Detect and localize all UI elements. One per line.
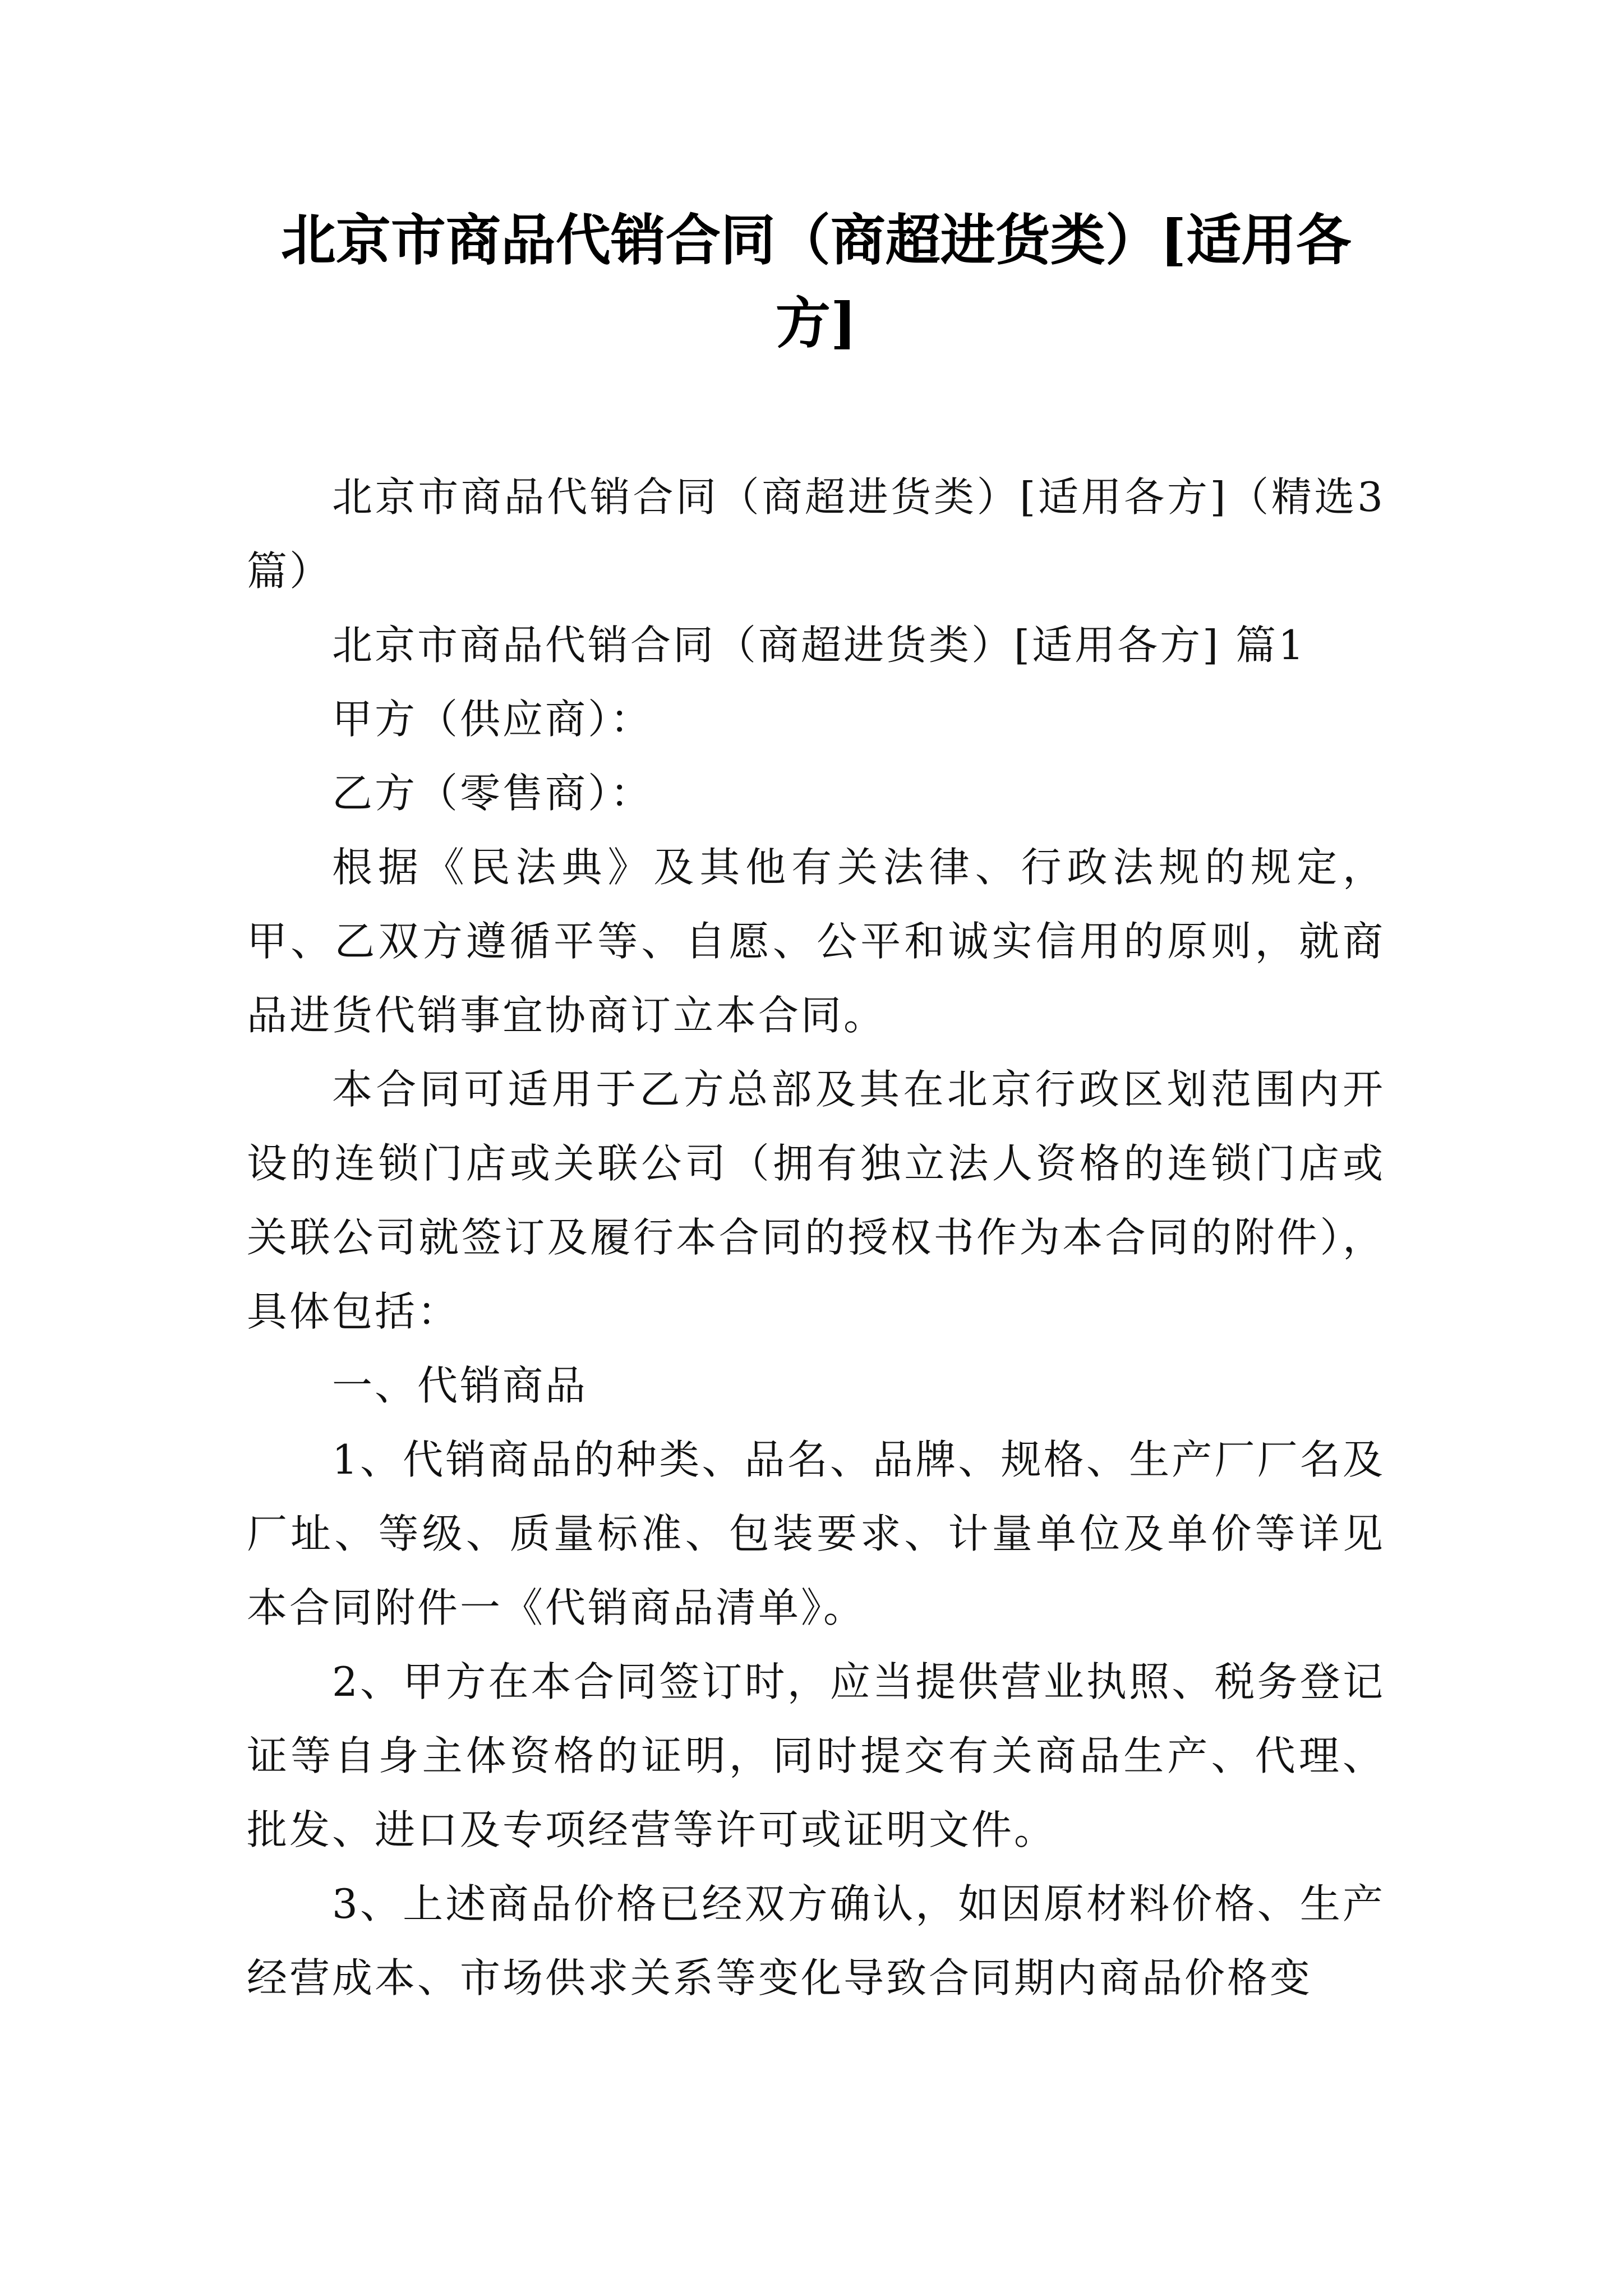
paragraph-section-heading: 北京市商品代销合同（商超进货类）[适用各方] 篇1	[332, 622, 1306, 669]
paragraph-party-b: 乙方（零售商）：	[332, 770, 653, 817]
paragraph-clause-1: 1、代销商品的种类、品名、品牌、规格、生产厂厂名及厂址、等级、质量标准、包装要求、计量单位及单价等详见本合同附件一《代销商品清单》。	[247, 1436, 1385, 1631]
document-body	[247, 460, 1385, 2015]
paragraph-article-heading: 一、代销商品	[332, 1362, 588, 1409]
paragraph-party-a: 甲方（供应商）：	[332, 696, 653, 743]
paragraph-subtitle: 北京市商品代销合同（商超进货类）[适用各方]（精选3篇）	[247, 473, 1385, 595]
paragraph-clause-2: 2、甲方在本合同签订时，应当提供营业执照、税务登记证等自身主体资格的证明，同时提交有关商品生产、代理、批发、进口及专项经营等许可或证明文件。	[247, 1658, 1385, 1853]
paragraph-preamble: 根据《民法典》及其他有关法律、行政法规的规定，甲、乙双方遵循平等、自愿、公平和诚实信用的原则，就商品进货代销事宜协商订立本合同。	[247, 844, 1385, 1039]
document-title: 北京市商品代销合同（商超进货类）[适用各方]	[280, 208, 1352, 356]
paragraph-clause-3: 3、上述商品价格已经双方确认，如因原材料价格、生产经营成本、市场供求关系等变化导致合同期内商品价格变	[247, 1880, 1385, 2001]
paragraph-scope: 本合同可适用于乙方总部及其在北京行政区划范围内开设的连锁门店或关联公司（拥有独立法人资格的连锁门店或关联公司就签订及履行本合同的授权书作为本合同的附件），具体包括：	[247, 1066, 1385, 1335]
